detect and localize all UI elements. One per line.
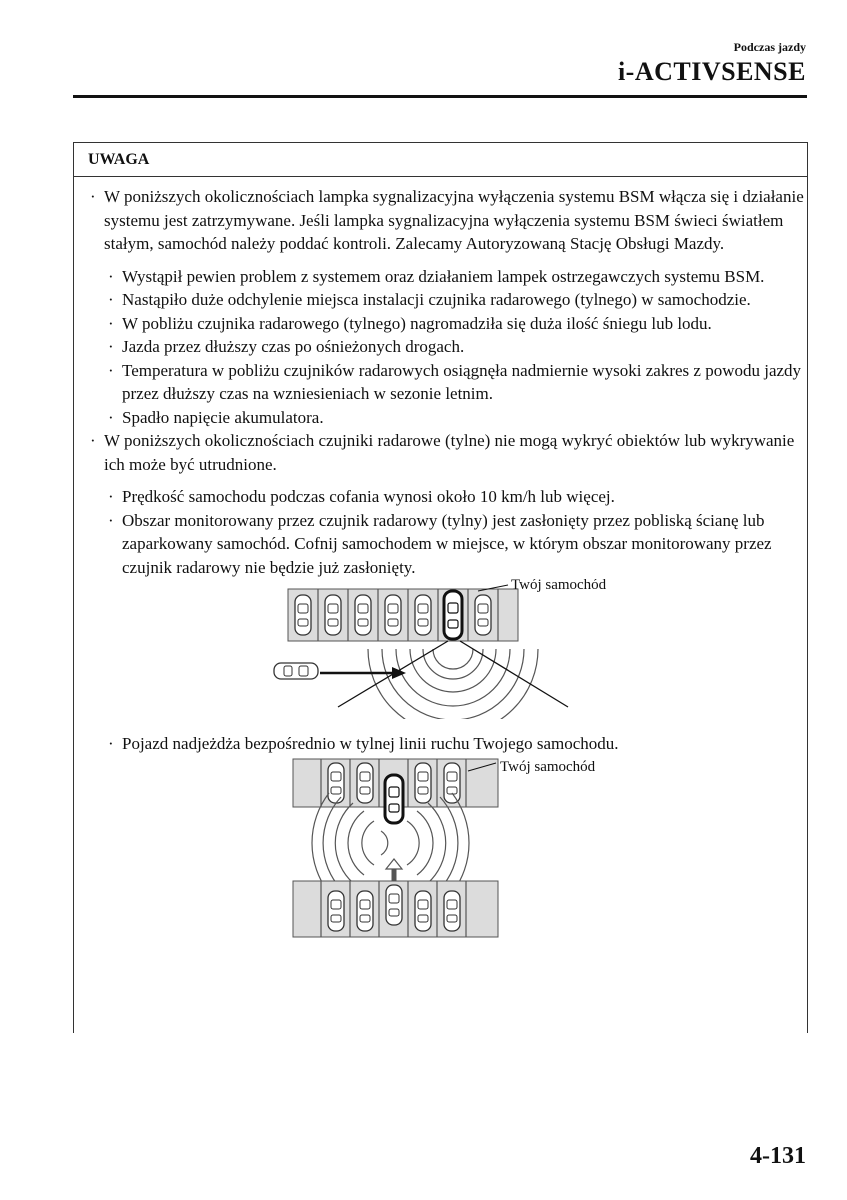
parked-car [295, 595, 311, 635]
note-box [73, 142, 808, 1033]
approaching-car [386, 885, 402, 925]
arrow-up-icon [386, 859, 402, 869]
sub-item-text: Wystąpił pewien problem z systemem oraz działaniem lampek ostrzegawczych systemu BSM. [122, 266, 765, 286]
parked-car [355, 595, 371, 635]
header-section: Podczas jazdy [733, 40, 806, 54]
sub-item-text: Temperatura w pobliżu czujników radarowych osiągnęła nadmiernie wysoki zakres z powodu jazdy przez dłuższy czas na wzniesieniach w sezonie letnim. [122, 360, 802, 403]
sub-item-text: Pojazd nadjeżdża bezpośrednio w tylnej linii ruchu Twojego samochodu. [122, 733, 619, 753]
sub-item: · Wystąpił pewien problem z systemem oraz działaniem lampek ostrzegawczych systemu BSM. [108, 266, 765, 286]
note-content [74, 177, 807, 948]
bullet-bsm-off: · W poniższych okolicznościach lampka sygnalizacyjna wyłączenia systemu BSM włącza się i działanie systemu jest zatrzymywane. Jeśli lampka sygnalizacyjna wyłączenia systemu BSM świeci światłem stałym, samochód należy poddać kontroli. Zalecamy Autoryzowaną Stację Obsługi Mazdy. [90, 187, 804, 253]
parked-car [444, 763, 460, 803]
sub-item-text: Nastąpiło duże odchylenie miejsca instalacji czujnika radarowego (tylnego) w samochodzie. [122, 290, 751, 309]
figure-parking-row [88, 579, 807, 726]
header-rule [73, 95, 807, 98]
sub-item: · Obszar monitorowany przez czujnik radarowy (tylny) jest zasłonięty przez pobliską ścianę lub zaparkowany samochód. Cofnij samochodem w miejsce, w którym obszar monitorowany przez czujnik radarowy nie będzie już zasłonięty. [108, 510, 772, 577]
parked-car [385, 595, 401, 635]
figure-parking-row-svg [88, 579, 788, 719]
parked-car [328, 763, 344, 803]
approaching-car [274, 663, 318, 679]
parked-car [325, 595, 341, 635]
parked-car [357, 763, 373, 803]
parked-car [357, 891, 373, 931]
sub-item: · Temperatura w pobliżu czujników radarowych osiągnęła nadmiernie wysoki zakres z powodu jazdy przez dłuższy czas na wzniesieniach w sezonie letnim. [108, 360, 802, 403]
parked-car [415, 595, 431, 635]
sub-item-text: Prędkość samochodu podczas cofania wynosi około 10 km/h lub więcej. [122, 487, 615, 506]
figure-label: Twój samochód [500, 759, 596, 775]
bullet-detection-limits: · W poniższych okolicznościach czujniki radarowe (tylne) nie mogą wykryć obiektów lub wykrywanie ich może być utrudnione. [90, 431, 795, 474]
sub-item: · Nastąpiło duże odchylenie miejsca instalacji czujnika radarowego (tylnego) w samochodzie. [108, 290, 751, 309]
parked-car [444, 891, 460, 931]
sub-item: · Spadło napięcie akumulatora. [108, 407, 324, 427]
sub-item: · Pojazd nadjeżdża bezpośrednio w tylnej linii ruchu Twojego samochodu. [108, 733, 619, 753]
bullet-text: W poniższych okolicznościach czujniki radarowe (tylne) nie mogą wykryć obiektów lub wykrywanie ich może być utrudnione. [104, 431, 795, 474]
parked-car [415, 763, 431, 803]
parked-car [415, 891, 431, 931]
parked-car [328, 891, 344, 931]
sub-item: · W pobliżu czujnika radarowego (tylnego) nagromadziła się duża ilość śniegu lub lodu. [108, 313, 712, 333]
note-heading: UWAGA [74, 143, 807, 177]
bullet-text: W poniższych okolicznościach lampka sygnalizacyjna wyłączenia systemu BSM włącza się i działanie systemu jest zatrzymywane. Jeśli lampka sygnalizacyjna wyłączenia systemu BSM świeci światłem stałym, samochód należy poddać kontroli. Zalecamy Autoryzowaną Stację Obsługi Mazdy. [104, 187, 804, 253]
sub-item: · Prędkość samochodu podczas cofania wynosi około 10 km/h lub więcej. [108, 487, 615, 506]
sub-item-text: Spadło napięcie akumulatora. [122, 407, 324, 427]
parked-car [475, 595, 491, 635]
own-car [444, 591, 462, 639]
sub-item-text: Jazda przez dłuższy czas po ośnieżonych drogach. [122, 337, 465, 356]
sub-item-text: Obszar monitorowany przez czujnik radarowy (tylny) jest zasłonięty przez pobliską ścianę lub zaparkowany samochód. Cofnij samochodem w miejsce, w którym obszar monitorowany przez czujnik radarowy nie będzie już zasłonięty. [122, 510, 772, 577]
figure-rear-approach [88, 755, 807, 948]
own-car [385, 775, 403, 823]
page-title: i-ACTIVSENSE [617, 57, 806, 86]
sub-item-text: W pobliżu czujnika radarowego (tylnego) nagromadziła się duża ilość śniegu lub lodu. [122, 313, 712, 333]
sub-item: · Jazda przez dłuższy czas po ośnieżonych drogach. [108, 337, 465, 356]
figure-rear-approach-svg [88, 755, 788, 941]
figure-label: Twój samochód [511, 579, 607, 593]
page-number: 4-131 [750, 1143, 806, 1169]
